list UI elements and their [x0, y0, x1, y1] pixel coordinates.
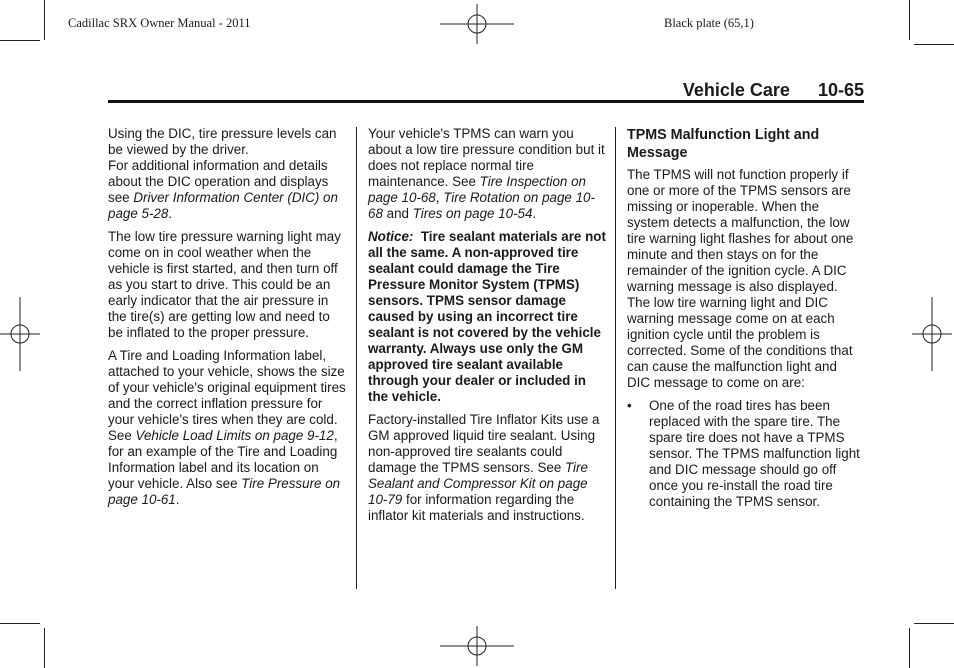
paragraph: Factory-installed Tire Inflator Kits use a GM approved liquid tire sealant. Using non-approved tire sealants could damage the TPMS sensors. See Tire Sealant and Compressor Kit on page 10-79 for information regarding the inflator kit materials and instructions.	[368, 412, 600, 523]
notice	[368, 229, 608, 405]
paragraph: Your vehicle's TPMS can warn you about a low tire pressure condition but it does not replace normal tire maintenance. See Tire Inspection on page 10-68, Tire Rotation on page 10-68 and Tires on page 10-54.	[368, 126, 605, 221]
column-divider	[615, 127, 616, 589]
registration-target-icon	[440, 4, 514, 44]
paragraph: A Tire and Loading Information label, attached to your vehicle, shows the size of your vehicle's original equipment tires and the correct inflation pressure for your vehicle's tires when they are cold. See Vehicle Load Limits on page 9-12, for an example of the Tire and Loading Information label and its location on your vehicle. Also see Tire Pressure on page 10-61.	[108, 348, 346, 507]
column-3	[627, 126, 863, 510]
cross-reference: Driver Information Center (DIC) on page 5-28	[108, 190, 338, 221]
paragraph: Using the DIC, tire pressure levels can be viewed by the driver.	[108, 126, 337, 157]
registration-target-icon	[0, 297, 40, 371]
column-2	[368, 126, 608, 531]
section-title: Vehicle Care	[682, 80, 790, 100]
crop-mark	[0, 623, 40, 624]
header-rule	[108, 100, 864, 103]
notice-text: Tire sealant materials are not all the same. A non-approved tire sealant could damage the Tire Pressure Monitor System (TPMS) sensors. TPMS sensor damage caused by using an incorrect tire sealant is not covered by the vehicle warranty. Always use only the GM approved tire sealant available through your dealer or included in the vehicle.	[368, 229, 606, 404]
cross-reference: Vehicle Load Limits on page 9-12	[135, 428, 334, 443]
crop-mark	[0, 40, 40, 41]
crop-mark	[44, 628, 45, 668]
paragraph: For additional information and details about the DIC operation and displays see Driver Information Center (DIC) on page 5-28.	[108, 158, 338, 221]
crop-mark	[909, 628, 910, 668]
cross-reference: Tire Rotation on page 10-68	[368, 190, 595, 221]
list-item	[627, 398, 863, 510]
column-1	[108, 126, 348, 515]
crop-mark	[909, 0, 910, 40]
crop-mark	[44, 0, 45, 40]
page-number: 10-65	[817, 80, 864, 100]
cross-reference: Tire Inspection on page 10-68	[368, 174, 586, 205]
crop-mark	[914, 44, 954, 45]
registration-target-icon	[912, 297, 952, 371]
list-item-text: One of the road tires has been replaced with the spare tire. The spare tire does not have a TPMS sensor. The TPMS malfunction light and DIC message should go off once you re-install the road tire containing the TPMS sensor.	[649, 398, 860, 509]
cross-reference: Tire Pressure on page 10-61	[108, 476, 341, 507]
cross-reference: Tire Sealant and Compressor Kit on page 10-79	[368, 460, 588, 507]
notice-label: Notice:	[368, 229, 414, 244]
page-heading	[683, 80, 864, 101]
cross-reference: Tires on page 10-54	[412, 206, 533, 221]
manual-title: Cadillac SRX Owner Manual - 2011	[68, 16, 251, 30]
registration-target-icon	[440, 626, 514, 666]
plate-label: Black plate (65,1)	[664, 16, 754, 30]
crop-mark	[914, 623, 954, 624]
column-divider	[356, 127, 357, 589]
paragraph: The low tire pressure warning light may come on in cool weather when the vehicle is first started, and then turn off as you start to drive. This could be an early indicator that the air pressure in the tire(s) are getting low and need to be inflated to the proper pressure.	[108, 229, 341, 340]
subsection-heading: TPMS Malfunction Light and Message	[627, 127, 820, 161]
bullet-icon: •	[627, 398, 632, 413]
paragraph: The TPMS will not function properly if one or more of the TPMS sensors are missing or inoperable. When the system detects a malfunction, the low tire warning light flashes for about one minute and then stays on for the remainder of the ignition cycle. A DIC warning message is also displayed. The low tire warning light and DIC warning message come on at each ignition cycle until the problem is corrected. Some of the conditions that can cause the malfunction light and DIC message to come on are:	[627, 167, 854, 390]
